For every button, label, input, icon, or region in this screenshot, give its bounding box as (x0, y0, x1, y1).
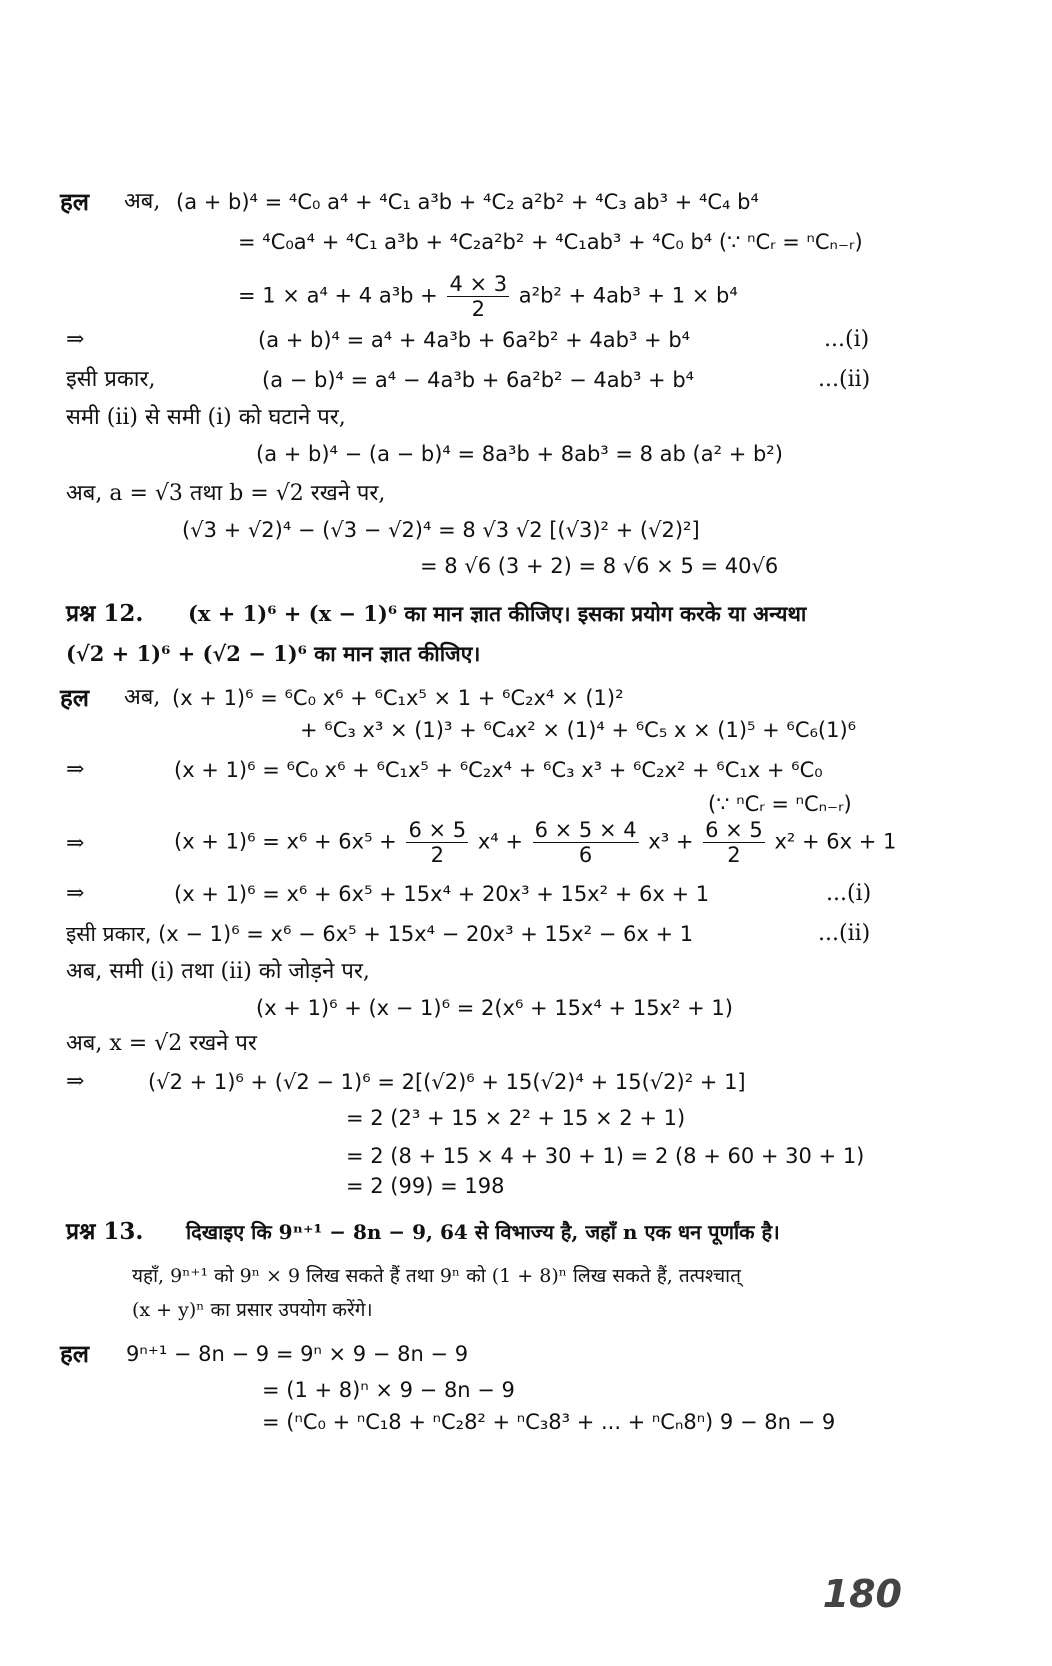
fraction (703, 818, 765, 867)
denominator: 2 (430, 843, 444, 867)
equation-line: (√2 + 1)⁶ + (√2 − 1)⁶ = 2[(√2)⁶ + 15(√2)⁴ + 15(√2)² + 1] (148, 1070, 746, 1094)
equation-line: (a − b)⁴ = a⁴ − 4a³b + 6a²b² − 4ab³ + b⁴ (262, 368, 695, 392)
numerator: 6 × 5 (408, 818, 467, 842)
implies-arrow: ⇒ (66, 757, 85, 782)
expr-part: x³ + (648, 829, 694, 854)
implies-arrow: ⇒ (66, 1069, 85, 1094)
hint-text: (x + y)ⁿ का प्रसार उपयोग करेंगे। (132, 1299, 373, 1321)
question-text: (√2 + 1)⁶ + (√2 − 1)⁶ का मान ज्ञात कीजिए। (66, 641, 481, 666)
equation-line: (x + 1)⁶ = x⁶ + 6x⁵ + 15x⁴ + 20x³ + 15x² + 6x + 1 (174, 882, 710, 906)
expr-part: x² + 6x + 1 (774, 829, 897, 854)
equation-line: (x + 1)⁶ = ⁶C₀ x⁶ + ⁶C₁x⁵ × 1 + ⁶C₂x⁴ × (1)² (172, 686, 624, 710)
question-label: प्रश्न 12. (66, 600, 144, 627)
equation-tag: ...(ii) (818, 921, 871, 946)
equation-line: = 8 √6 (3 + 2) = 8 √6 × 5 = 40√6 (420, 554, 779, 578)
equation-line: (x + 1)⁶ = ⁶C₀ x⁶ + ⁶C₁x⁵ + ⁶C₂x⁴ + ⁶C₃ x³ + ⁶C₂x² + ⁶C₁x + ⁶C₀ (174, 758, 823, 782)
equation-tag: ...(i) (824, 327, 870, 352)
hint-text: यहाँ, 9ⁿ⁺¹ को 9ⁿ × 9 लिख सकते हैं तथा 9ⁿ को (1 + 8)ⁿ लिख सकते हैं, तत्पश्चात् (132, 1265, 741, 1287)
numerator: 6 × 5 (705, 818, 763, 842)
expr-part: x⁴ + (477, 829, 523, 854)
hal-label: हल (60, 683, 90, 712)
equation-line (174, 818, 896, 867)
expr-part: a²b² + 4ab³ + 1 × b⁴ (518, 283, 738, 308)
fraction (533, 818, 639, 867)
hal-label: हल (60, 187, 90, 216)
question-text: (x + 1)⁶ + (x − 1)⁶ का मान ज्ञात कीजिए। इसका प्रयोग करके या अन्यथा (188, 601, 807, 626)
question-label: प्रश्न 13. (66, 1218, 144, 1245)
question-text: दिखाइए कि 9ⁿ⁺¹ − 8n − 9, 64 से विभाज्य है, जहाँ n एक धन पूर्णांक है। (186, 1220, 780, 1244)
equation-line: = (ⁿC₀ + ⁿC₁8 + ⁿC₂8² + ⁿC₃8³ + ... + ⁿCₙ8ⁿ) 9 − 8n − 9 (262, 1410, 836, 1434)
equation-tag: ...(i) (826, 881, 872, 906)
equation-line: (a + b)⁴ = ⁴C₀ a⁴ + ⁴C₁ a³b + ⁴C₂ a²b² + ⁴C₃ ab³ + ⁴C₄ b⁴ (176, 190, 759, 214)
equation-line: (a + b)⁴ = a⁴ + 4a³b + 6a²b² + 4ab³ + b⁴ (258, 328, 691, 352)
equation-line: 9ⁿ⁺¹ − 8n − 9 = 9ⁿ × 9 − 8n − 9 (126, 1342, 469, 1366)
denominator: 2 (471, 297, 485, 321)
equation-line: = 2 (99) = 198 (346, 1174, 505, 1198)
equation-line (238, 272, 738, 321)
text-line: अब, समी (i) तथा (ii) को जोड़ने पर, (66, 959, 370, 984)
equation-line: = 2 (8 + 15 × 4 + 30 + 1) = 2 (8 + 60 + 30 + 1) (346, 1144, 865, 1168)
equation-line: = (1 + 8)ⁿ × 9 − 8n − 9 (262, 1378, 515, 1402)
denominator: 6 (578, 843, 593, 867)
fraction (447, 272, 509, 321)
text-line: अब, a = √3 तथा b = √2 रखने पर, (66, 481, 386, 506)
numerator: 4 × 3 (449, 272, 508, 296)
hal-label: हल (60, 1339, 90, 1368)
implies-arrow: ⇒ (66, 831, 85, 856)
implies-arrow: ⇒ (66, 327, 85, 352)
equation-line: = 2 (2³ + 15 × 2² + 15 × 2 + 1) (346, 1106, 686, 1130)
equation-line: + ⁶C₃ x³ × (1)³ + ⁶C₄x² × (1)⁴ + ⁶C₅ x × (1)⁵ + ⁶C₆(1)⁶ (300, 718, 857, 742)
fraction (406, 818, 468, 867)
equation-line: (a + b)⁴ − (a − b)⁴ = 8a³b + 8ab³ = 8 ab (a² + b²) (256, 442, 783, 466)
expr-part: (x + 1)⁶ = x⁶ + 6x⁵ + (174, 829, 397, 854)
equation-tag: ...(ii) (818, 367, 871, 392)
equation-line: = ⁴C₀a⁴ + ⁴C₁ a³b + ⁴C₂a²b² + ⁴C₁ab³ + ⁴C₀ b⁴ (∵ ⁿCᵣ = ⁿCₙ₋ᵣ) (238, 230, 863, 254)
equation-line: इसी प्रकार, (x − 1)⁶ = x⁶ − 6x⁵ + 15x⁴ − 20x³ + 15x² − 6x + 1 (66, 922, 694, 946)
denominator: 2 (727, 843, 741, 867)
equation-line: (x + 1)⁶ + (x − 1)⁶ = 2(x⁶ + 15x⁴ + 15x² + 1) (256, 996, 733, 1020)
implies-arrow: ⇒ (66, 881, 85, 906)
intro-text: इसी प्रकार, (66, 367, 156, 392)
equation-line: (√3 + √2)⁴ − (√3 − √2)⁴ = 8 √3 √2 [(√3)² + (√2)²] (182, 518, 700, 542)
intro-text: अब, (124, 189, 161, 214)
page-number: 180 (822, 1572, 902, 1616)
identity-note: (∵ ⁿCᵣ = ⁿCₙ₋ᵣ) (708, 792, 852, 816)
intro-text: अब, (124, 685, 161, 710)
numerator: 6 × 5 × 4 (534, 818, 637, 842)
text-line: अब, x = √2 रखने पर (66, 1031, 257, 1056)
expr-part: = 1 × a⁴ + 4 a³b + (238, 283, 438, 308)
text-line: समी (ii) से समी (i) को घटाने पर, (66, 405, 346, 430)
